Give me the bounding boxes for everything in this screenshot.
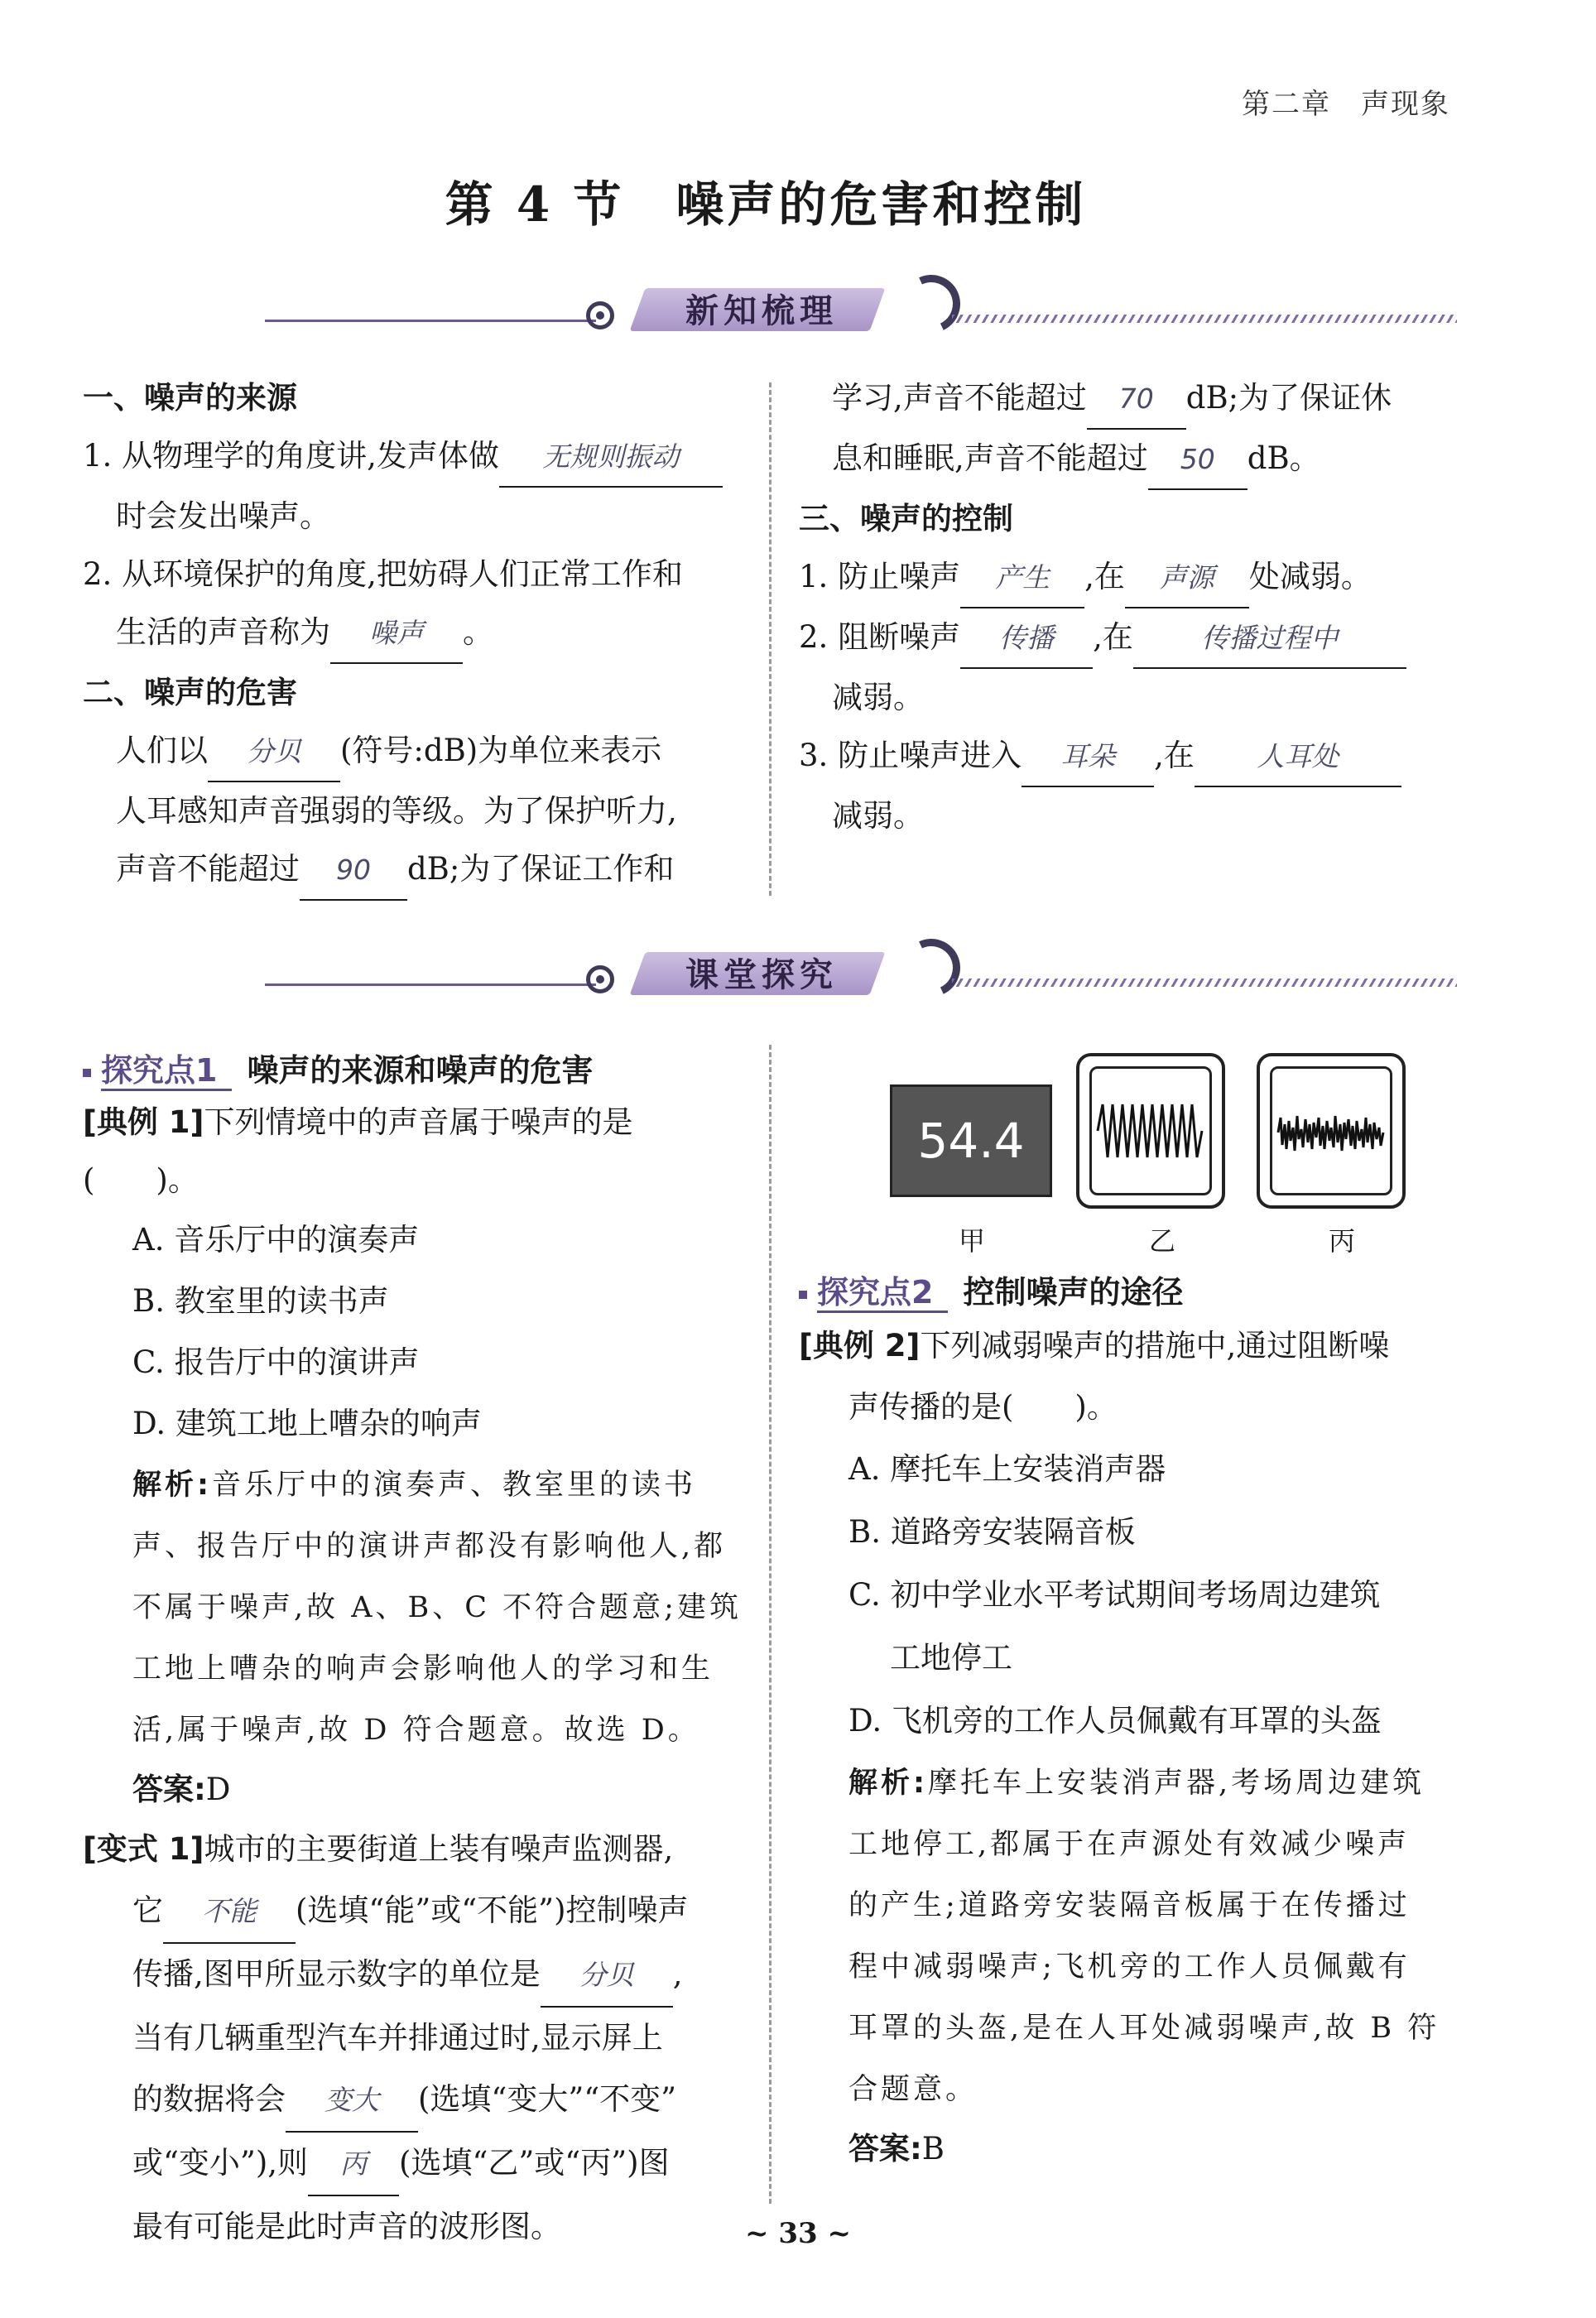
section-title: 一、噪声的来源 [83, 380, 297, 416]
banner-label: 课堂探究 [685, 956, 838, 994]
text: 。 [463, 614, 493, 650]
noise-monitor-display: 54.4 [890, 1084, 1052, 1197]
options [799, 1438, 1461, 1753]
analysis [799, 1753, 1461, 2120]
answer-blank: 变大 [286, 2070, 418, 2133]
text: 学习,声音不能超过 [832, 380, 1087, 416]
chapter-header: 第二章 声现象 [1242, 88, 1450, 121]
knowledge-left [83, 369, 745, 901]
option-a: A. 摩托车上安装消声器 [848, 1451, 1166, 1487]
text: 声音不能超过 [116, 851, 300, 887]
text: dB;为了保证工作和 [407, 851, 675, 887]
figure-label-bing: 丙 [1329, 1225, 1356, 1257]
question-line [799, 1315, 1461, 1377]
square-bullet-icon [83, 1069, 91, 1077]
answer-label: 答案: [132, 1772, 206, 1807]
noise-wave-icon [1275, 1099, 1387, 1166]
page-number: ~ 33 ~ [745, 2217, 851, 2250]
text: 2. 阻断噪声 [799, 619, 961, 655]
variant-line [83, 2069, 745, 2133]
analysis-line: 活,属于噪声,故 D 符合题意。故选 D。 [132, 1714, 700, 1747]
analysis-line: 工地停工,都属于在声源处有效减少噪声 [848, 1828, 1411, 1861]
text: (选填“乙”或“丙”)图 [399, 2145, 670, 2181]
answer-blank: 耳朵 [1022, 728, 1154, 787]
answer-label: 答案: [848, 2131, 922, 2167]
control-item-3-cont: 减弱。 [832, 798, 924, 834]
target-icon [586, 965, 614, 993]
variant-line: 最有可能是此时声音的波形图。 [132, 2209, 561, 2244]
item-1-cont: 时会发出噪声。 [116, 498, 330, 534]
text: 下列减弱噪声的措施中,通过阻断噪 [920, 1328, 1390, 1363]
text: 息和睡眠,声音不能超过 [832, 440, 1148, 476]
text: 人们以 [116, 733, 208, 768]
variant-line [83, 1944, 745, 2008]
answer-blank: 传播 [960, 609, 1093, 669]
answer [83, 1761, 745, 1819]
analysis-line: 程中减弱噪声;飞机旁的工作人员佩戴有 [848, 1950, 1411, 1984]
hazard-line-1 [83, 722, 745, 782]
hazard-line-2: 人耳感知声音强弱的等级。为了保护听力, [116, 793, 677, 829]
question-line: 声传播的是( )。 [848, 1389, 1118, 1425]
explore-tag: 探究点2 [817, 1274, 948, 1313]
option-b: B. 教室里的读书声 [132, 1283, 389, 1319]
analysis-line [132, 1455, 745, 1516]
analysis-line: 耳罩的头盔,是在人耳处减弱噪声,故 B 符 [848, 2012, 1440, 2045]
banner-classroom [248, 927, 1457, 1018]
analysis-line: 工地上嘈杂的响声会影响他人的学习和生 [132, 1652, 714, 1686]
text: dB;为了保证休 [1185, 380, 1392, 416]
analysis-label: 解析: [848, 1767, 928, 1800]
square-bullet-icon [799, 1291, 807, 1299]
text: 的数据将会 [132, 2081, 286, 2117]
answer-blank: 90 [300, 841, 407, 901]
page-title: 第 4 节 噪声的危害和控制 [445, 176, 1087, 233]
explore-2 [799, 1267, 1461, 2178]
explore-name: 噪声的来源和噪声的危害 [247, 1052, 594, 1089]
options [83, 1209, 745, 1455]
answer-blank: 丙 [308, 2133, 399, 2196]
control-item-3 [799, 727, 1461, 787]
example-question [83, 1094, 745, 1209]
explore-tag: 探究点1 [101, 1052, 232, 1091]
explore-1 [83, 1045, 745, 2258]
answer-value: B [921, 2131, 945, 2167]
column-divider [769, 382, 772, 896]
text: ,在 [1084, 559, 1125, 594]
analysis-line: 不属于噪声,故 A、B、C 不符合题意;建筑 [132, 1591, 742, 1624]
hazard-line-3 [83, 840, 745, 901]
sine-wave-icon [1094, 1098, 1207, 1164]
option-d: D. 建筑工地上嘈杂的响声 [132, 1406, 482, 1441]
variant-line [83, 1880, 745, 1944]
answer-blank: 传播过程中 [1133, 609, 1406, 669]
item-2-cont [83, 604, 745, 664]
text: (符号:dB)为单位来表示 [340, 733, 662, 768]
answer-blank: 不能 [163, 1881, 296, 1944]
text: 或“变小”),则 [132, 2145, 309, 2181]
figure-label-yi: 乙 [1149, 1225, 1176, 1257]
banner-label: 新知梳理 [685, 292, 838, 330]
text: (选填“能”或“不能”)控制噪声 [296, 1892, 689, 1928]
text: dB。 [1247, 440, 1320, 476]
answer-blank: 无规则振动 [499, 428, 723, 488]
option-d: D. 飞机旁的工作人员佩戴有耳罩的头盔 [848, 1703, 1382, 1738]
answer-blank: 产生 [960, 549, 1084, 608]
text: 它 [132, 1892, 163, 1928]
answer-blank: 声源 [1125, 549, 1249, 608]
explore-heading [799, 1267, 1183, 1312]
column-divider [769, 1045, 772, 2204]
text: 音乐厅中的演奏声、教室里的读书 [212, 1469, 697, 1502]
arc-decoration-icon [894, 931, 969, 1005]
answer-blank: 70 [1087, 370, 1186, 430]
option-c-cont: 工地停工 [890, 1640, 1012, 1676]
text: ,在 [1093, 619, 1133, 655]
control-item-1 [799, 548, 1461, 608]
variant-line [83, 2133, 745, 2196]
text: 1. 从物理学的角度讲,发声体做 [83, 438, 499, 474]
analysis-line: 合题意。 [848, 2073, 978, 2106]
text: 生活的声音称为 [116, 614, 330, 650]
section-title: 二、噪声的危害 [83, 675, 297, 710]
option-b: B. 道路旁安装隔音板 [848, 1514, 1136, 1550]
variant-question [83, 1819, 745, 2258]
text: 城市的主要街道上装有噪声监测器, [204, 1831, 674, 1867]
answer-value: D [205, 1772, 231, 1807]
hazard-line-4 [799, 369, 1461, 430]
text: 1. 防止噪声 [799, 559, 961, 594]
answer-blank: 分贝 [208, 723, 340, 782]
answer [799, 2120, 1461, 2178]
item-1 [83, 427, 745, 488]
analysis [83, 1455, 745, 1761]
analysis-line: 声、报告厅中的演讲声都没有影响他人,都 [132, 1530, 727, 1563]
explore-name: 控制噪声的途径 [963, 1274, 1184, 1310]
analysis-line: 的产生;道路旁安装隔音板属于在传播过 [848, 1889, 1411, 1922]
text: ,在 [1154, 738, 1195, 773]
text: 摩托车上安装消声器,考场周边建筑 [928, 1767, 1425, 1800]
section-title: 三、噪声的控制 [799, 501, 1013, 536]
banner-new-knowledge [248, 263, 1457, 354]
question-label: [典例 2] [799, 1328, 921, 1363]
figure-label-jia: 甲 [959, 1225, 986, 1257]
text: (选填“变大”“不变” [418, 2081, 677, 2117]
question-text: 下列情境中的声音属于噪声的是( )。 [83, 1104, 633, 1198]
analysis-label: 解析: [132, 1469, 212, 1502]
control-item-2-cont: 减弱。 [832, 680, 924, 715]
answer-blank: 噪声 [330, 604, 463, 664]
answer-blank: 分贝 [541, 1945, 673, 2008]
knowledge-right [799, 369, 1461, 845]
question-label: [典例 1] [83, 1104, 204, 1140]
option-a: A. 音乐厅中的演奏声 [132, 1222, 420, 1258]
option-c: C. 报告厅中的演讲声 [132, 1344, 420, 1380]
control-item-2 [799, 608, 1461, 669]
item-2: 2. 从环境保护的角度,把妨碍人们正常工作和 [83, 556, 683, 592]
explore-heading [83, 1045, 593, 1090]
text: 传播,图甲所显示数字的单位是 [132, 1956, 541, 1992]
variant-line: 当有几辆重型汽车并排通过时,显示屏上 [132, 2020, 663, 2056]
hazard-line-5 [799, 430, 1461, 490]
example-question [799, 1315, 1461, 1438]
arc-decoration-icon [894, 267, 969, 341]
variant-line [83, 1819, 745, 1880]
analysis-line [848, 1753, 1461, 1814]
oscilloscope-yi [1076, 1053, 1225, 1209]
text: , [672, 1956, 683, 1992]
answer-blank: 人耳处 [1195, 728, 1401, 787]
target-icon [586, 301, 614, 329]
text: 处减弱。 [1248, 559, 1372, 594]
text: 3. 防止噪声进入 [799, 738, 1022, 773]
variant-label: [变式 1] [83, 1831, 204, 1867]
answer-blank: 50 [1148, 430, 1247, 490]
oscilloscope-bing [1257, 1053, 1406, 1209]
option-c: C. 初中学业水平考试期间考场周边建筑 [848, 1577, 1381, 1613]
